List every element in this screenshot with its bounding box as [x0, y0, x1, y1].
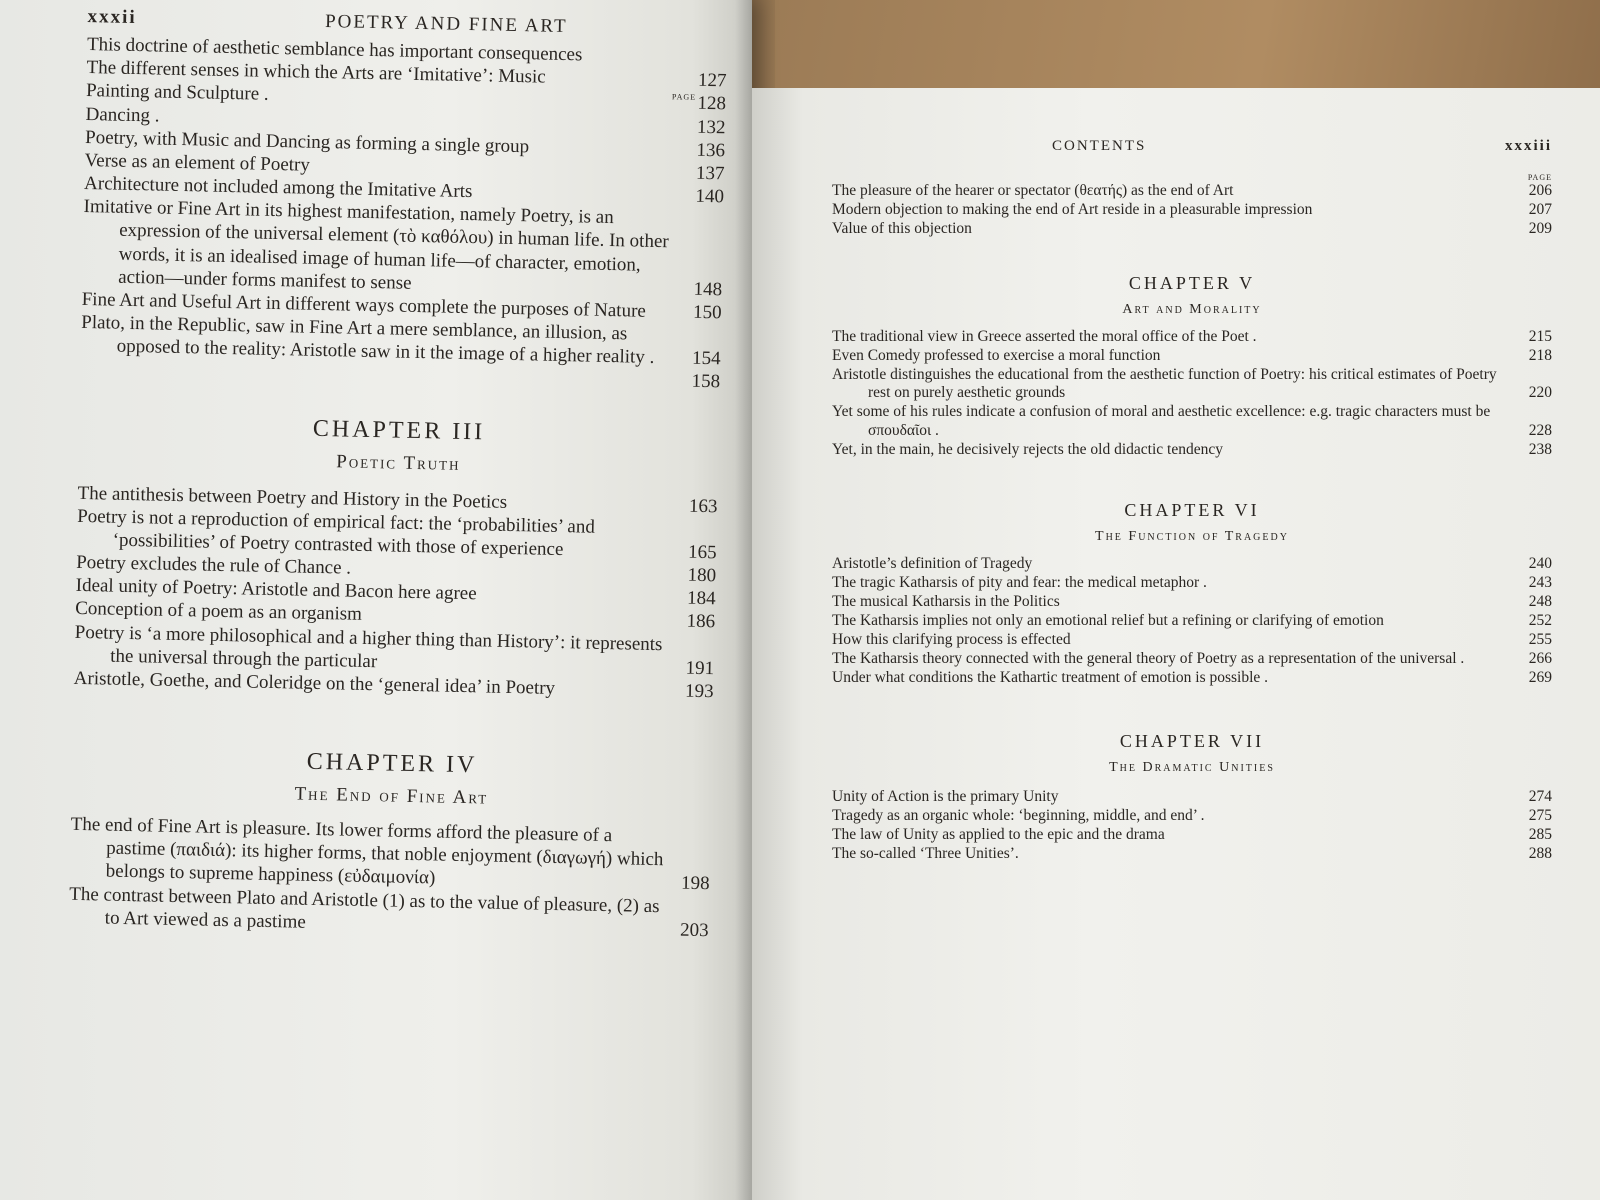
- toc-entry: Value of this objection 209: [832, 219, 1552, 237]
- left-page-number: xxxii: [87, 5, 137, 29]
- toc-entry: The Katharsis implies not only an emotional relief but a refining or clarifying of emotion 252: [832, 611, 1552, 629]
- toc-entry: Tragedy as an organic whole: ‘beginning, middle, and end’ . 275: [832, 807, 1552, 825]
- toc-entry: The law of Unity as applied to the epic and the drama 285: [832, 826, 1552, 844]
- toc-entry: Painting and Sculpture . 128: [85, 80, 727, 115]
- toc-entry: Even Comedy professed to exercise a moral function 218: [832, 346, 1552, 364]
- toc-entry: Plato, in the Republic, saw in Fine Art a mere semblance, an illusion, as opposed to the reality: Aristotle saw in it the image of a higher reality . 154: [81, 311, 721, 370]
- chapter-7-heading: CHAPTER VII: [1119, 731, 1265, 752]
- toc-entry: Modern objection to making the end of Art reside in a pleasurable impression 207: [832, 200, 1552, 218]
- toc-entry: The different senses in which the Arts are ‘Imitative’: Music 127: [86, 57, 727, 92]
- chapter-7-entries: [832, 788, 1552, 864]
- toc-entry: Under what conditions the Kathartic treatment of emotion is possible . 269: [832, 668, 1552, 686]
- chapter-6-heading: CHAPTER VI: [1124, 500, 1260, 521]
- toc-entry: Ideal unity of Poetry: Aristotle and Bacon here agree 184: [75, 575, 716, 610]
- toc-entry: Poetry is ‘a more philosophical and a higher thing than History’: it represents the universal through the particular 191: [74, 621, 715, 680]
- chapter-4-heading: CHAPTER IV: [306, 748, 478, 779]
- left-page: [0, 0, 752, 1200]
- chapter-3-entries: [74, 481, 718, 703]
- toc-entry: Aristotle, Goethe, and Coleridge on the ‘general idea’ in Poetry 193: [73, 667, 714, 703]
- toc-entry: Architecture not included among the Imitative Arts 140: [83, 172, 725, 208]
- toc-entry: Yet some of his rules indicate a confusion of moral and aesthetic excellence: e.g. tragic characters must be σπουδαῖοι . 228: [832, 403, 1552, 440]
- toc-entry: The Katharsis theory connected with the general theory of Poetry as a representation of the universal . 266: [832, 649, 1552, 667]
- right-running-head: [832, 138, 1552, 155]
- toc-entry: Poetry is not a reproduction of empirical fact: the ‘probabilities’ and ‘possibilities’ of Poetry contrasted with those of experience 165: [76, 505, 717, 564]
- toc-entry: Conception of a poem as an organism 186: [75, 598, 716, 633]
- toc-entry: Dancing . 132: [85, 103, 726, 138]
- toc-entry: The end of Fine Art is pleasure. Its lower forms afford the pleasure of a pastime (παιδιά): its higher forms, that noble enjoyment (διαγωγή) which belongs to supreme happiness (εὐδαιμονία) 198: [70, 813, 710, 895]
- right-page-label: PAGE: [1527, 173, 1552, 182]
- toc-entry: 158: [691, 371, 721, 393]
- toc-entry: Yet, in the main, he decisively rejects the old didactic tendency 238: [832, 441, 1552, 459]
- left-entries: [80, 33, 727, 394]
- toc-entry: The pleasure of the hearer or spectator (θεατής) as the end of Art 206: [832, 182, 1552, 199]
- toc-entry: Poetry excludes the rule of Chance . 180: [75, 551, 717, 587]
- chapter-3-title: Poetic Truth: [336, 450, 461, 475]
- right-entries: [832, 182, 1552, 239]
- chapter-5-entries: [832, 328, 1552, 460]
- chapter-6-entries: [832, 555, 1552, 687]
- toc-entry: How this clarifying process is effected 255: [832, 630, 1552, 648]
- chapter-3-heading: CHAPTER III: [312, 415, 486, 445]
- toc-entry: The contrast between Plato and Aristotle (1) as to the value of pleasure, (2) as to Art viewed as a pastime 203: [69, 883, 709, 942]
- toc-entry: The so-called ‘Three Unities’. 288: [832, 845, 1552, 863]
- chapter-5-heading: CHAPTER V: [1128, 272, 1256, 293]
- chapter-6-title: The Function of Tragedy: [1095, 529, 1289, 545]
- toc-entry: Aristotle’s definition of Tragedy 240: [832, 555, 1552, 573]
- right-page-number: xxxiii: [1504, 138, 1552, 154]
- toc-entry: Poetry, with Music and Dancing as forming a single group 136: [84, 126, 726, 162]
- toc-entry: The tragic Katharsis of pity and fear: the medical metaphor . 243: [832, 573, 1552, 591]
- toc-entry: Verse as an element of Poetry 137: [84, 149, 725, 185]
- toc-entry: Imitative or Fine Art in its highest manifestation, namely Poetry, is an expression of the universal element (τὸ καθόλου) in human life. In other words, it is an idealised image of human life—of character, emotion, action—under forms manifest to sense 148: [83, 196, 723, 301]
- left-running-head: [87, 0, 567, 38]
- toc-entry: Unity of Action is the primary Unity 274: [832, 788, 1552, 806]
- left-running-title: POETRY AND FINE ART: [324, 10, 568, 38]
- chapter-4-entries: [69, 813, 711, 942]
- toc-entry: The antithesis between Poetry and History in the Poetics 163: [77, 482, 718, 517]
- toc-entry: The musical Katharsis in the Politics 248: [832, 592, 1552, 610]
- chapter-7-title: The Dramatic Unities: [1109, 760, 1275, 776]
- chapter-5-title: Art and Morality: [1122, 301, 1262, 317]
- toc-entry: Aristotle distinguishes the educational from the aesthetic function of Poetry: his critical estimates of Poetry rest on purely aesthetic grounds 220: [832, 365, 1552, 402]
- toc-entry: The traditional view in Greece asserted the moral office of the Poet . 215: [832, 327, 1552, 345]
- chapter-4-title: The End of Fine Art: [294, 783, 489, 809]
- right-running-title: CONTENTS: [1052, 138, 1147, 154]
- toc-entry: Fine Art and Useful Art in different ways complete the purposes of Nature 150: [81, 288, 722, 324]
- right-page: [752, 88, 1600, 1200]
- toc-entry: This doctrine of aesthetic semblance has important consequences: [86, 33, 583, 66]
- left-page-label: PAGE: [671, 92, 697, 102]
